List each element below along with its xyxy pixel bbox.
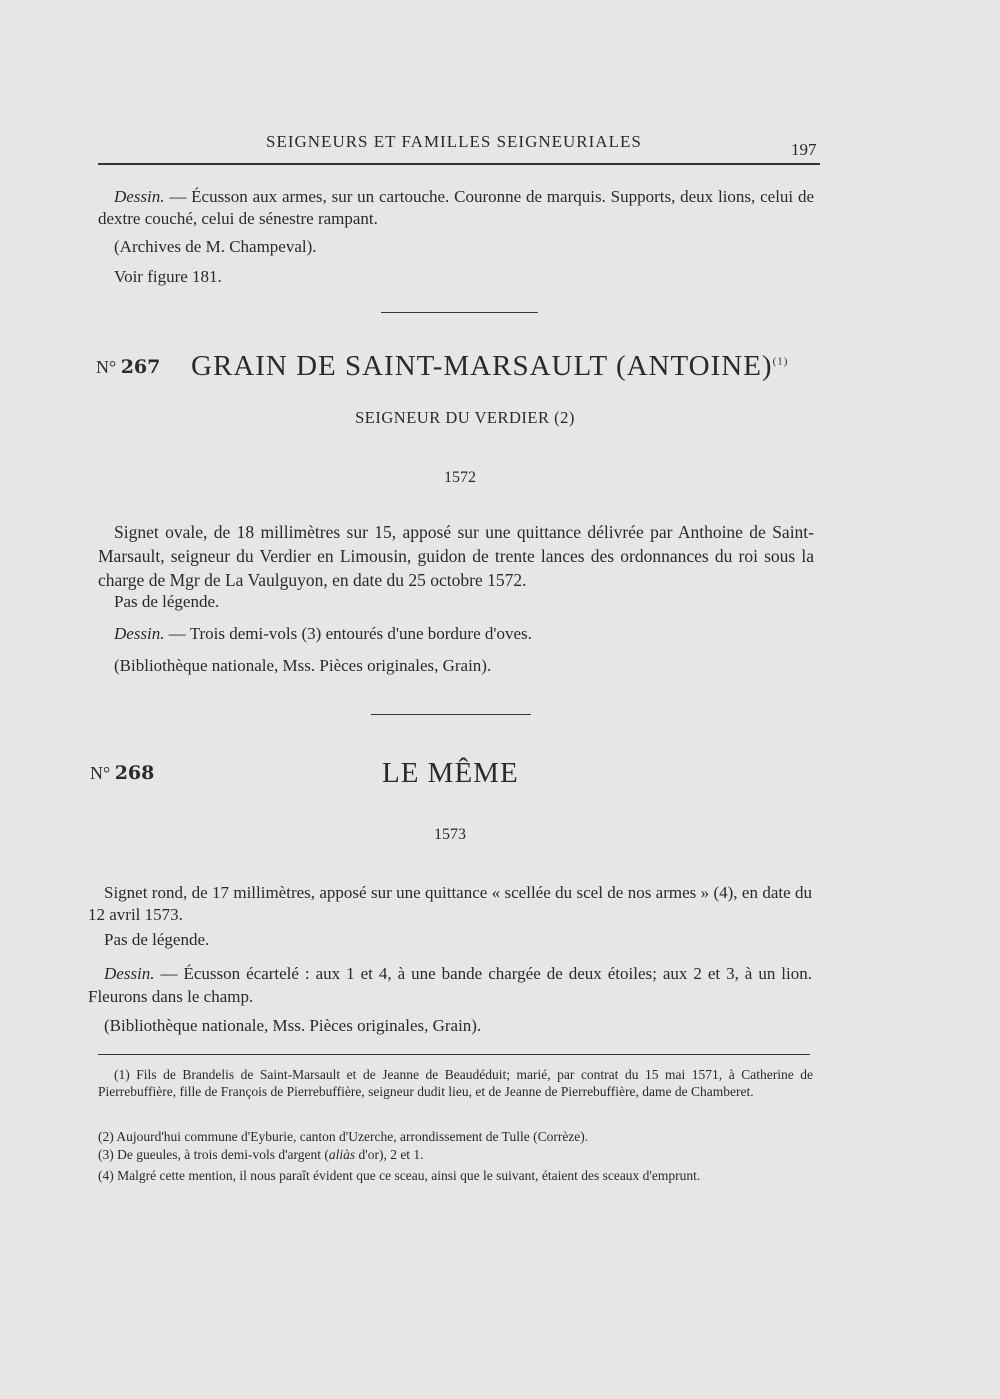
- footnote-1: (1) Fils de Brandelis de Saint-Marsault et de Jeanne de Beaudéduit; marié, par contrat du 15 mai 1571, à Catherine de Pierrebuffière, fille de François de Pierrebuffière, seigneur dudit lieu, et de Jeanne de Pierrebuffière, dame de Chamberet.: [98, 1067, 813, 1099]
- entry-legend-267: Pas de légende.: [114, 592, 220, 611]
- dessin-label: Dessin.: [114, 624, 165, 643]
- entry-legend-268: Pas de légende.: [104, 930, 210, 949]
- number-prefix: N°: [90, 763, 111, 783]
- footnote-rule: [98, 1054, 810, 1055]
- title-note: (1): [772, 355, 789, 368]
- dessin-text: — Écusson aux armes, sur un cartouche. Couronne de marquis. Supports, deux lions, celui de dextre couché, celui de sénestre rampant.: [98, 187, 814, 228]
- section-divider: [381, 312, 538, 313]
- entry-dessin-268: [88, 962, 812, 1008]
- page-number: 197: [791, 140, 817, 159]
- dessin-label: Dessin.: [104, 964, 155, 983]
- entry-dessin-267: [114, 623, 532, 645]
- number-prefix: N°: [96, 357, 117, 377]
- entry-source-267: (Bibliothèque nationale, Mss. Pièces originales, Grain).: [114, 656, 492, 675]
- entry-title-268: LE MÊME: [382, 757, 519, 789]
- entry-subtitle-267: SEIGNEUR DU VERDIER (2): [355, 408, 575, 427]
- top-dessin-paragraph: [98, 186, 814, 230]
- dessin-text: — Trois demi-vols (3) entourés d'une bordure d'oves.: [164, 624, 532, 643]
- entry-description-267: Signet ovale, de 18 millimètres sur 15, apposé sur une quittance délivrée par Anthoine de Saint-Marsault, seigneur du Verdier en Limousin, guidon de trente lances des ordonnances du roi sous la charge de Mgr de La Vaulguyon, en date du 25 octobre 1572.: [98, 522, 814, 590]
- title-text: GRAIN DE SAINT-MARSAULT (ANTOINE): [191, 350, 773, 382]
- footnote-3-start: (3) De gueules, à trois demi-vols d'argent (: [98, 1147, 329, 1162]
- entry-number-267: [96, 356, 160, 378]
- footnote-4: (4) Malgré cette mention, il nous paraît évident que ce sceau, ainsi que le suivant, étaient des sceaux d'emprunt.: [98, 1168, 701, 1183]
- top-source: (Archives de M. Champeval).: [114, 237, 317, 256]
- footnote-2: (2) Aujourd'hui commune d'Eyburie, canton d'Uzerche, arrondissement de Tulle (Corrèze).: [98, 1129, 589, 1144]
- dessin-label: Dessin.: [114, 187, 165, 206]
- entry-year-268: 1573: [434, 826, 466, 843]
- entry-year-267: 1572: [444, 469, 476, 486]
- dessin-text: — Écusson écartelé : aux 1 et 4, à une bande chargée de deux étoiles; aux 2 et 3, à un lion. Fleurons dans le champ.: [88, 964, 812, 1006]
- number-value: 267: [120, 356, 161, 378]
- section-divider: [371, 714, 531, 715]
- entry-source-268: (Bibliothèque nationale, Mss. Pièces originales, Grain).: [104, 1016, 482, 1035]
- running-title: SEIGNEURS ET FAMILLES SEIGNEURIALES: [266, 132, 642, 151]
- entry-title-267: [191, 350, 788, 383]
- footnote-3-end: d'or), 2 et 1.: [355, 1147, 424, 1162]
- footnote-3: [98, 1146, 813, 1163]
- header-rule: [98, 163, 820, 165]
- footnote-3-italic: aliàs: [328, 1147, 356, 1162]
- entry-number-268: [90, 762, 154, 784]
- entry-description-268: Signet rond, de 17 millimètres, apposé sur une quittance « scellée du scel de nos armes » (4), en date du 12 avril 1573.: [88, 883, 812, 924]
- top-figure-ref: Voir figure 181.: [114, 267, 222, 286]
- number-value: 268: [114, 762, 155, 784]
